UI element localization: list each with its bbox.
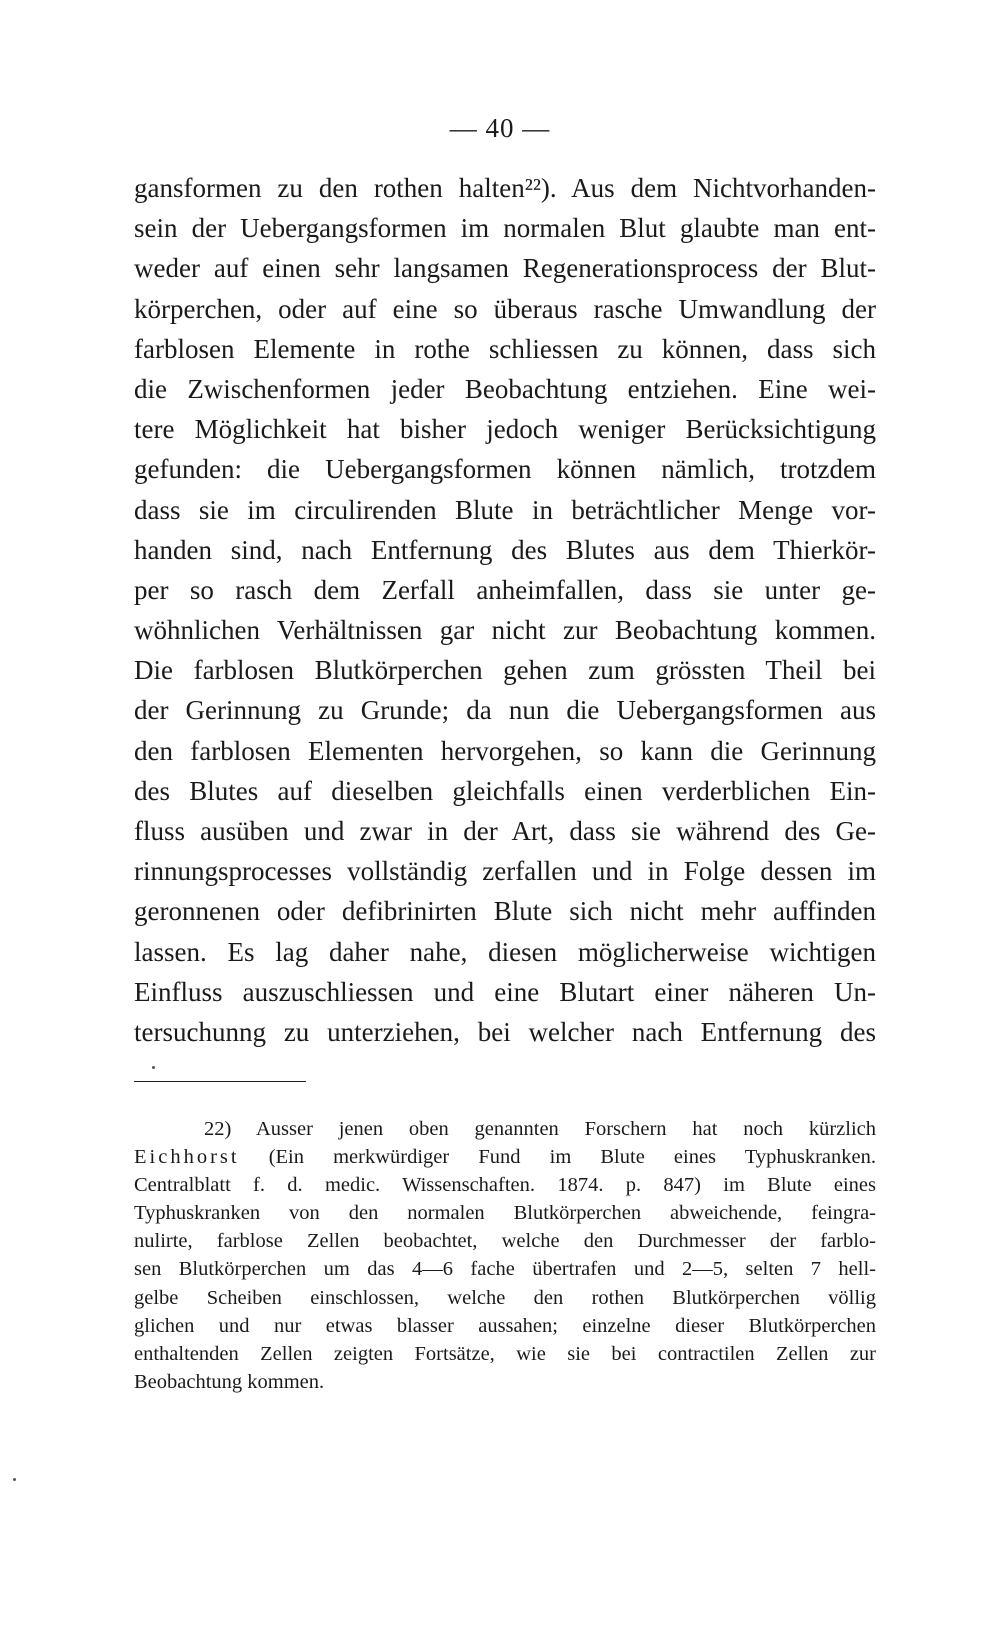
text-line: weder auf einen sehr langsamen Regenerationsprocess der Blut- [134,253,876,284]
text-line: tersuchunng zu unterziehen, bei welcher nach Entfernung des [134,1016,876,1047]
text-line: rinnungsprocesses vollständig zerfallen und in Folge dessen im [134,856,876,887]
footnote-22 [134,1115,876,1396]
text-line: farblosen Elemente in rothe schliessen zu können, dass sich [134,333,876,364]
text-line: der Gerinnung zu Grunde; da nun die Uebergangsformen aus [134,695,876,726]
footnote-line: enthaltenden Zellen zeigten Fortsätze, wie sie bei contractilen Zellen zur [134,1342,876,1365]
text-line: handen sind, nach Entfernung des Blutes aus dem Thierkör- [134,534,876,565]
text-line: lassen. Es lag daher nahe, diesen möglicherweise wichtigen [134,936,876,967]
text-line: körperchen, oder auf eine so überaus rasche Umwandlung der [134,293,876,324]
text-line: dass sie im circulirenden Blute in beträchtlicher Menge vor- [134,494,876,525]
footnote-line: Typhuskranken von den normalen Blutkörperchen abweichende, feingra- [134,1202,876,1225]
text-line: die Zwischenformen jeder Beobachtung entziehen. Eine wei- [134,373,876,404]
page-number: — 40 — [449,113,551,143]
footnote-line [134,1143,876,1171]
paper-speck [13,1478,16,1481]
text-line: gansformen zu den rothen halten²²). Aus dem Nichtvorhanden- [134,173,876,203]
paper-speck [152,1066,155,1069]
text-line: Die farblosen Blutkörperchen gehen zum grössten Theil bei [134,655,876,686]
text-line: geronnenen oder defibrinirten Blute sich nicht mehr auffinden [134,896,876,927]
footnote-line: gelbe Scheiben einschlossen, welche den rothen Blutkörperchen völlig [134,1286,876,1309]
footnote-line: nulirte, farblose Zellen beobachtet, welche den Durchmesser der farblo- [134,1230,876,1253]
footnote-separator-rule [134,1081,306,1082]
footnote-line: sen Blutkörperchen um das 4—6 fache übertrafen und 2—5, selten 7 hell- [134,1258,876,1281]
text-line: gefunden: die Uebergangsformen können nämlich, trotzdem [134,454,876,485]
footnote-line-text: (Ein merkwürdiger Fund im Blute eines Typhuskranken. [239,1146,876,1169]
text-line: des Blutes auf dieselben gleichfalls einen verderblichen Ein- [134,775,876,806]
text-line: per so rasch dem Zerfall anheimfallen, dass sie unter ge- [134,574,876,605]
footnote-line: Beobachtung kommen. [134,1370,325,1393]
footnote-author: Eichhorst [134,1146,240,1169]
footnote-line: Centralblatt f. d. medic. Wissenschaften. 1874. p. 847) im Blute eines [134,1174,876,1197]
text-line: tere Möglichkeit hat bisher jedoch weniger Berücksichtigung [134,414,876,445]
text-line: sein der Uebergangsformen im normalen Blut glaubte man ent- [134,213,876,244]
body-text [134,168,876,1052]
footnote-line: 22) Ausser jenen oben genannten Forschern hat noch kürzlich [204,1118,876,1140]
text-line: Einfluss auszuschliessen und eine Blutart einer näheren Un- [134,976,876,1007]
text-line: fluss ausüben und zwar in der Art, dass sie während des Ge- [134,816,876,846]
text-line: wöhnlichen Verhältnissen gar nicht zur Beobachtung kommen. [134,615,876,646]
text-line: den farblosen Elementen hervorgehen, so kann die Gerinnung [134,735,876,766]
footnote-line: glichen und nur etwas blasser aussahen; einzelne dieser Blutkörperchen [134,1314,876,1337]
